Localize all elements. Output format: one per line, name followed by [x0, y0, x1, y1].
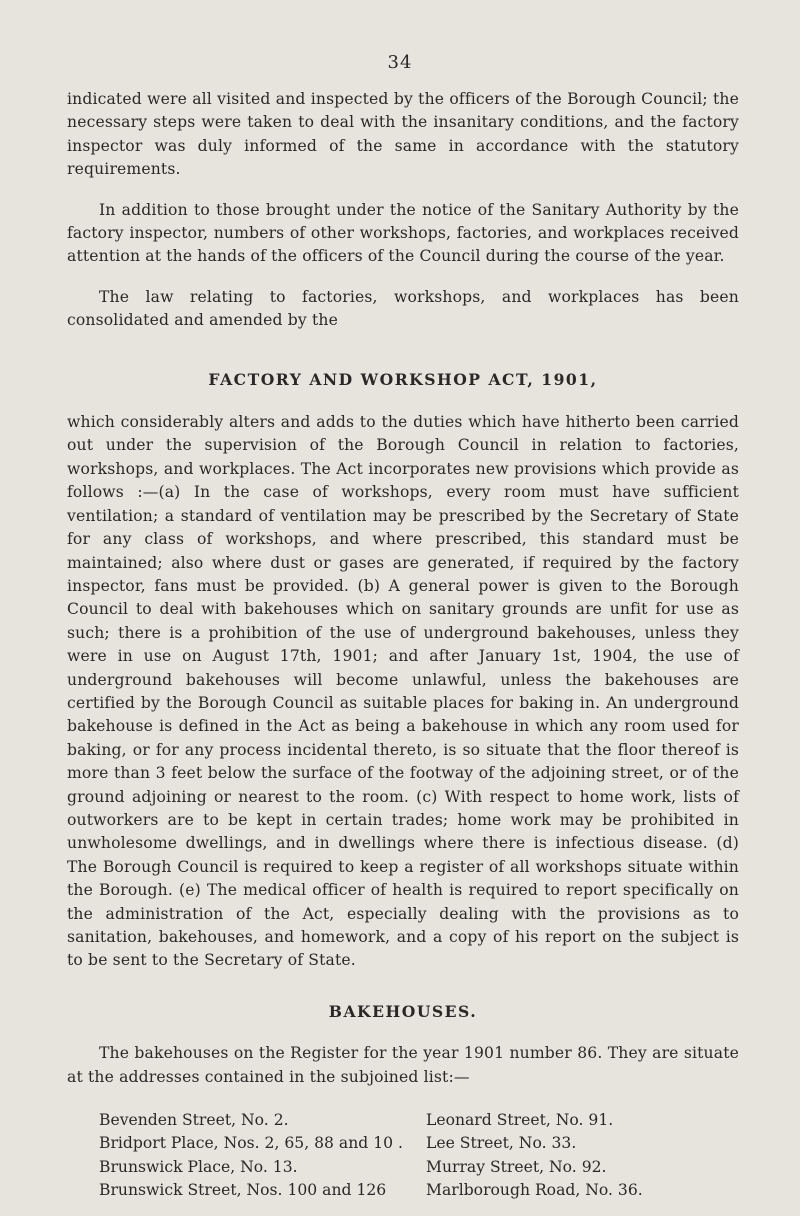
address-item: Brunswick Place, No. 13.: [99, 1157, 298, 1176]
address-item: Bevenden Street, No. 2.: [99, 1111, 289, 1130]
address-item: Bridport Place, Nos. 2, 65, 88 and 10 .: [99, 1134, 403, 1153]
paragraph-continuation: indicated were all visited and inspected by the officers of the Borough Council; the necessary steps were taken to deal with the insanitary conditions, and the factory inspector was duly informed of the same in accordance with the statutory requirements.: [67, 90, 739, 179]
paragraph-act-provisions: which considerably alters and adds to the duties which have hitherto been carried out under the supervision of the Borough Council in relation to factories, workshops, and workplaces. The Act incorporates new provisions which provide as follows :—(a) In the case of workshops, every room must have sufficient ventilation; a standard of ventilation may be prescribed by the Secretary of State for any class of workshops, and where prescribed, this standard must be maintained; also where dust or gases are generated, if required by the factory inspector, fans must be provided. (b) A general power is given to the Borough Council to deal with bakehouses which on sanitary grounds are unfit for use as such; there is a prohibition of the use of underground bakehouses, unless they were in use on August 17th, 1901; and after January 1st, 1904, the use of underground bakehouses will become unlawful, unless the bakehouses are certified by the Borough Council as suitable places for baking in. An underground bakehouse is defined in the Act as being a bakehouse in which any room used for baking, or for any process incidental thereto, is so situate that the floor thereof is more than 3 feet below the surface of the footway of the adjoining street, or of the ground adjoining or nearest to the room. (c) With respect to home work, lists of outworkers are to be kept in certain trades; home work may be prohibited in unwholesome dwellings, and in dwellings where there is infectious disease. (d) The Borough Council is required to keep a register of all workshops situate within the Borough. (e) The medical officer of health is required to report specifically on the administration of the Act, especially dealing with the provisions as to sanitation, bakehouses, and homework, and a copy of his report on the subject is to be sent to the Secretary of State.: [67, 413, 739, 970]
paragraph-law-consolidated: The law relating to factories, workshops, and workplaces has been consolidated and amended by the: [67, 287, 739, 330]
heading-factory-act: FACTORY AND WORKSHOP ACT, 1901,: [208, 369, 598, 389]
address-item: Murray Street, No. 92.: [426, 1157, 607, 1176]
address-list: [67, 1109, 739, 1203]
address-item: Marlborough Road, No. 36.: [426, 1181, 643, 1200]
document-body: [67, 88, 739, 1203]
paragraph-other-workshops: In addition to those brought under the notice of the Sanitary Authority by the factory inspector, numbers of other workshops, factories, and workplaces received attention at the hands of the officers of the Council during the course of the year.: [67, 200, 739, 266]
address-item: Brunswick Street, Nos. 100 and 126: [99, 1181, 387, 1200]
address-item: Lee Street, No. 33.: [426, 1134, 577, 1153]
paragraph-bakehouse-register: The bakehouses on the Register for the year 1901 number 86. They are situate at the addresses contained in the subjoined list:—: [67, 1044, 739, 1086]
address-item: Leonard Street, No. 91.: [426, 1111, 614, 1130]
heading-bakehouses: BAKEHOUSES.: [328, 1001, 478, 1021]
page-number: 34: [387, 52, 413, 73]
